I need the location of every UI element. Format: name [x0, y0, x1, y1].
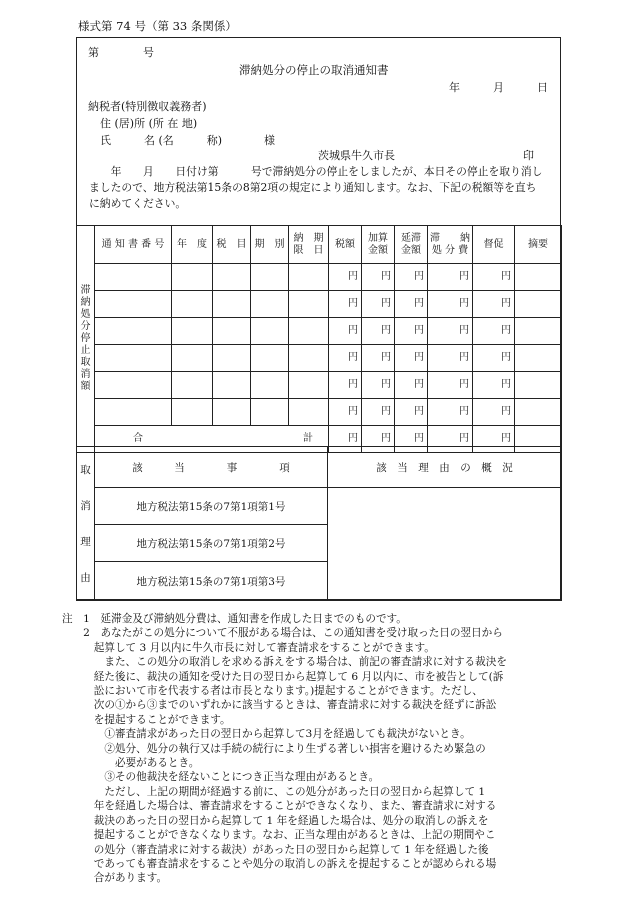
- note-line: ③その他裁決を経ないことにつき正当な理由があるとき。: [62, 771, 380, 784]
- col-additional-tax: 加算 金額: [362, 226, 395, 264]
- amount-table: [76, 225, 562, 453]
- table-row: 円 円 円 円 円: [77, 372, 562, 399]
- table-row: 円 円 円 円 円: [77, 399, 562, 426]
- table-row: 円 円 円 円 円: [77, 264, 562, 291]
- col-remarks: 摘要: [515, 226, 562, 264]
- table-row: 円 円 円 円 円: [77, 345, 562, 372]
- side-label-cancel-reason: 取 消 理 由: [77, 447, 95, 601]
- note-line: ただし、上記の期間が経過する前に、この処分があった日の翌日から起算して 1: [62, 785, 486, 798]
- col-tax-item: 税 目: [213, 226, 251, 264]
- note-line: 合があります。: [62, 872, 168, 885]
- note-line: 注 1 延滞金及び滞納処分費は、通知書を作成した日までのものです。: [62, 613, 407, 625]
- note-line: また、この処分の取消しを求める訴えをする場合は、前記の審査請求に対する裁決を: [62, 656, 507, 669]
- col-period: 期 別: [251, 226, 289, 264]
- note-line: 必要があるとき。: [62, 757, 200, 770]
- note-line: 次の①から③までのいずれかに該当するときは、審査請求に対する裁決を経ずに訴訟: [62, 699, 497, 712]
- col-disposition-fee: 滞 納 処 分 費: [428, 226, 473, 264]
- total-label-cell: 合 計: [95, 426, 329, 453]
- table-row: 円 円 円 円 円: [77, 318, 562, 345]
- taxpayer-label: 納税者(特別徴収義務者): [88, 100, 207, 113]
- notice-body: 年 月 日付け第 号で滞納処分の停止をしましたが、本日その停止を取り消しましたので、地方税法第15条の8第2項の規定により通知します。なお、下記の税額等を直ちに納めてください。: [89, 165, 543, 210]
- cancel-item-3: 地方税法第15条の7第1項第3号: [95, 562, 328, 601]
- seal-mark: 印: [523, 149, 534, 162]
- note-line: であっても審査請求をすることや処分の取消しの訴えを提起することが認められる場: [62, 857, 497, 870]
- note-line: 提起することができなくなります。なお、正当な理由があるときは、上記の期間やこ: [62, 829, 496, 842]
- note-line: 訟において市を代表する者は市長となります。)提起することができます。ただし、: [62, 685, 483, 698]
- col-late-fee: 延滞 金額: [395, 226, 428, 264]
- cancel-item-1: 地方税法第15条の7第1項第1号: [95, 488, 328, 525]
- note-line: 経た後に、裁決の通知を受けた日の翌日から起算して 6 月以内に、市を被告として(訴: [62, 670, 504, 683]
- note-line: ②処分、処分の執行又は手続の続行により生ずる著しい損害を避けるため緊急の: [62, 742, 486, 755]
- note-line: 2 あなたがこの処分について不服がある場合は、この通知書を受け取った日の翌日から: [62, 627, 503, 640]
- note-line: 裁決のあった日の翌日から起算して 1 年を経過した場合は、処分の取消しの訴えを: [62, 814, 489, 827]
- note-line: 年を経過した場合は、審査請求をすることができなくなり、また、審査請求に対する: [62, 800, 497, 813]
- document-title: 滞納処分の停止の取消通知書: [239, 63, 389, 77]
- cancel-item-2: 地方税法第15条の7第1項第2号: [95, 525, 328, 562]
- table-row: 円 円 円 円 円: [77, 291, 562, 318]
- note-line: の処分（審査請求に対する裁決）があった日の翌日から起算して 1 年を経過した後: [62, 843, 489, 856]
- form-number: 様式第 74 号（第 33 条関係）: [78, 19, 237, 33]
- name-label: 氏 名 (名 称): [100, 134, 223, 147]
- note-line: を提起することができます。: [62, 713, 231, 726]
- cancel-reason-table: [76, 446, 562, 601]
- address-label: 住 (居)所 (所 在 地): [100, 117, 198, 130]
- reason-header: 該 当 理 由 の 概 況: [328, 447, 562, 488]
- reason-detail-cell: [328, 488, 562, 601]
- col-year: 年 度: [172, 226, 213, 264]
- col-demand: 督促: [473, 226, 515, 264]
- honorific: 様: [264, 134, 275, 147]
- date-fields: 年 月 日: [449, 81, 548, 94]
- note-line: 起算して 3 月以内に牛久市長に対して審査請求をすることができます。: [62, 641, 435, 654]
- notes: [62, 612, 572, 886]
- note-line: ①審査請求があった日の翌日から起算して3月を経過しても裁決がないとき。: [62, 728, 471, 741]
- col-tax-amount: 税額: [329, 226, 362, 264]
- side-label-stop-cancel: 滞 納 処 分 停 止 取 消 額: [77, 226, 95, 453]
- issuer-name: 茨城県牛久市長: [318, 149, 395, 162]
- total-row: 合 計 円 円 円 円 円: [77, 426, 562, 453]
- col-notice-no: 通 知 書 番 号: [95, 226, 172, 264]
- applicable-header: 該 当 事 項: [95, 447, 328, 488]
- col-due-date: 納 期 限 日: [289, 226, 329, 264]
- number-label: 第 号: [88, 46, 154, 59]
